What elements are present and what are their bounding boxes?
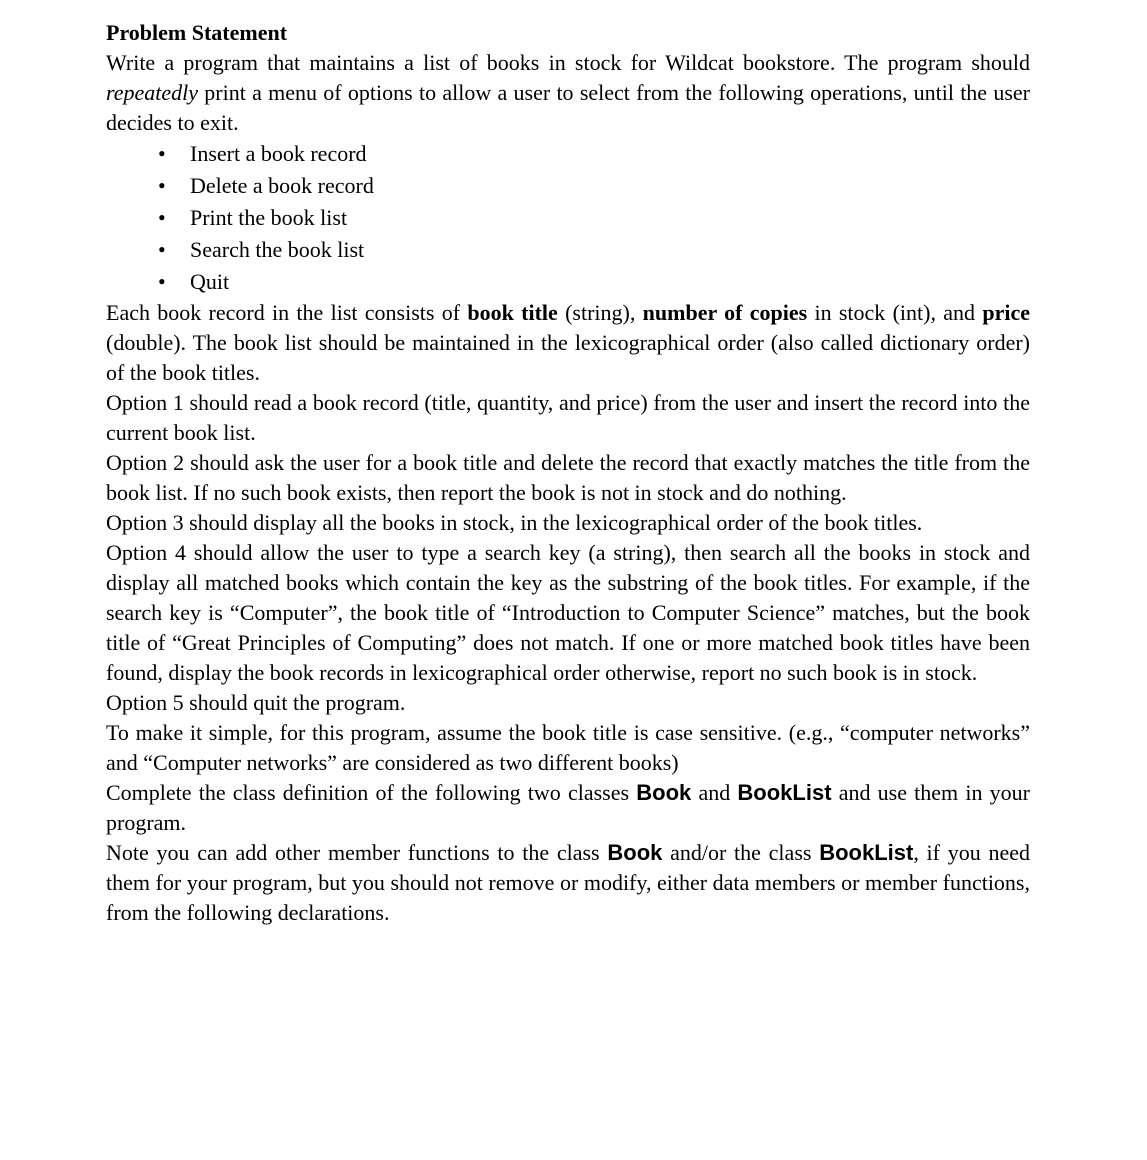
option-2-paragraph: Option 2 should ask the user for a book title and delete the record that exactly matches the title from the book list. If no such book exists, then report the book is not in stock and do nothing. [106, 450, 1030, 505]
problem-statement-heading: Problem Statement [106, 20, 288, 45]
document-body [106, 18, 1030, 928]
option-5-paragraph: Option 5 should quit the program. [106, 690, 406, 715]
class-name-booklist: BookList [819, 840, 914, 865]
list-item-quit: • Quit [106, 266, 1030, 298]
option-4-paragraph: Option 4 should allow the user to type a search key (a string), then search all the books in stock and display all matched books which contain the key as the substring of the book titles. For example, if the search key is “Computer”, the book title of “Introduction to Computer Science” matches, but the book title of “Great Principles of Computing” does not match. If one or more matched book titles have been found, display the book records in lexicographical order otherwise, report no such book is in stock. [106, 540, 1030, 685]
case-sensitivity-paragraph: To make it simple, for this program, assume the book title is case sensitive. (e.g., “computer networks” and “Computer networks” are considered as two different books) [106, 720, 1030, 775]
list-item-print-list: • Print the book list [106, 202, 1030, 234]
option-3-paragraph: Option 3 should display all the books in stock, in the lexicographical order of the book titles. [106, 510, 923, 535]
record-definition-paragraph [106, 298, 1030, 388]
text-segment: in stock (int), and [807, 300, 983, 325]
text-segment: Complete the class definition of the following two classes [106, 780, 637, 805]
operations-list [106, 138, 1030, 298]
text-segment: Each book record in the list consists of [106, 300, 468, 325]
text-segment: , if you need them for your program, but you should not remove or modify, either data members or member functions, from the following declarations. [106, 840, 1030, 925]
option-1-paragraph: Option 1 should read a book record (title, quantity, and price) from the user and insert the record into the current book list. [106, 390, 1030, 445]
list-item-insert-record: • Insert a book record [106, 138, 1030, 170]
class-name-book: Book [607, 840, 663, 865]
term-book-title: book title [467, 300, 558, 325]
text-segment: and/or the class [662, 840, 820, 865]
text-segment: and use them in your program. [106, 780, 1030, 835]
list-item-delete-record: • Delete a book record [106, 170, 1030, 202]
complete-classes-paragraph [106, 778, 1030, 838]
text-segment: (double). The book list should be maintained in the lexicographical order (also called dictionary order) of the book titles. [106, 330, 1030, 385]
term-number-of-copies: number of copies [642, 300, 808, 325]
intro-paragraph [106, 48, 1030, 138]
class-name-booklist: BookList [737, 780, 832, 805]
emphasis-repeatedly: repeatedly [106, 80, 199, 105]
text-segment: Write a program that maintains a list of books in stock for Wildcat bookstore. The program should [106, 50, 1030, 75]
text-segment: print a menu of options to allow a user to select from the following operations, until the user decides to exit. [106, 80, 1030, 135]
list-item-search-list: • Search the book list [106, 234, 1030, 266]
term-price: price [982, 300, 1030, 325]
text-segment: (string), [557, 300, 643, 325]
class-name-book: Book [636, 780, 692, 805]
text-segment: Note you can add other member functions to the class [106, 840, 608, 865]
note-paragraph [106, 838, 1030, 928]
text-segment: and [691, 780, 738, 805]
